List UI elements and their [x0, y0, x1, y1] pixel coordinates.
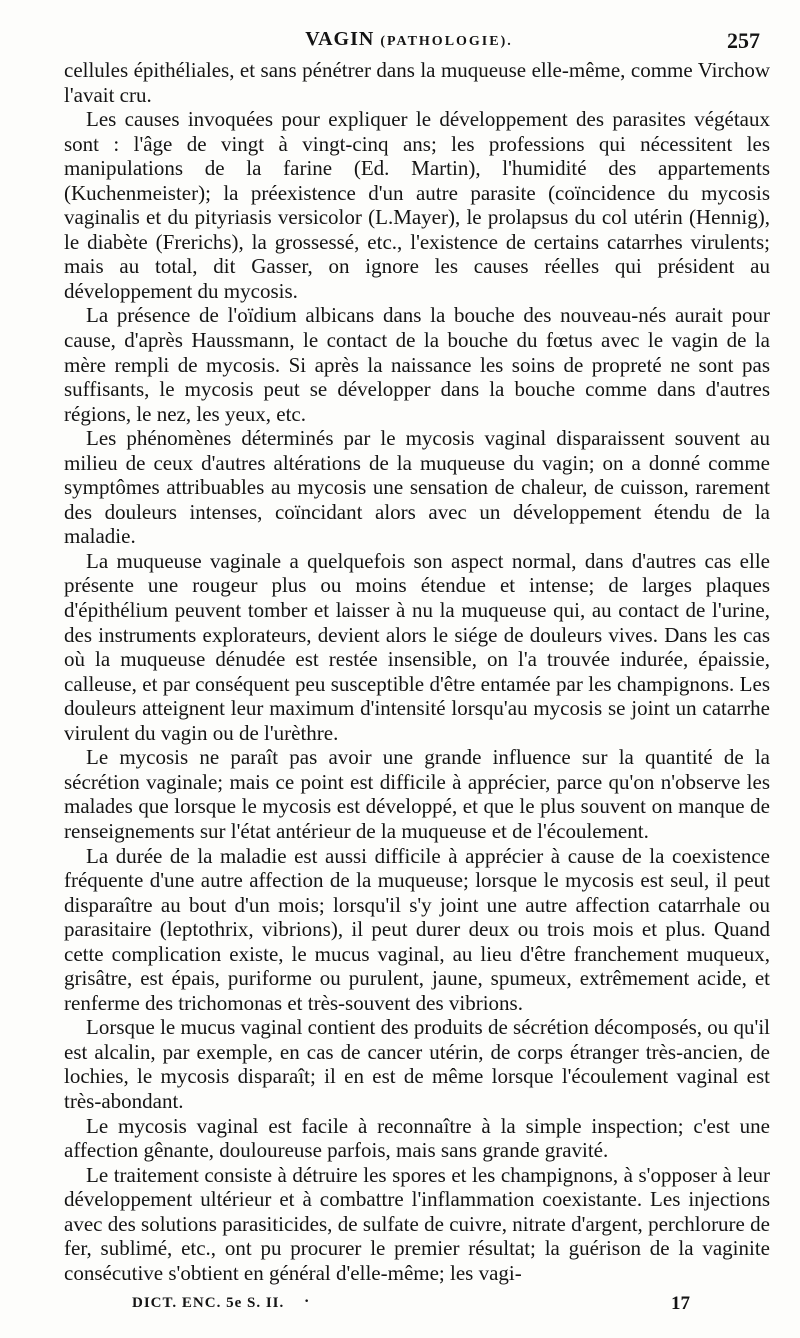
paragraph: La muqueuse vaginale a quelquefois son aspect normal, dans d'autres cas elle présente une rougeur plus ou moins étendue et intense; de larges plaques d'épithélium peuvent tomber et laisser à nu la muqueuse qui, au contact de l'urine, des instruments explorateurs, devient alors le siége de douleurs vives. Dans les cas où la muqueuse dénudée est restée insensible, on l'a trouvée indurée, épaissie, calleuse, et par conséquent peu susceptible d'être entamée par les champignons. Les douleurs atteignent leur maximum d'intensité lorsqu'au mycosis se joint un catarrhe virulent du vagin ou de l'urèthre.	[64, 548, 770, 745]
paragraph: Les causes invoquées pour expliquer le développement des parasites végétaux sont : l'âge de vingt à vingt-cinq ans; les professions qui nécessitent les manipulations de la farine (Ed. Martin), l'humidité des appartements (Kuchenmeister); la préexistence d'un autre parasite (coïncidence du mycosis vaginalis et du pityriasis versicolor (L.Mayer), le prolapsus du col utérin (Hennig), le diabète (Frerichs), la grossessé, etc., l'existence de certains catarrhes virulents; mais au total, dit Gasser, on ignore les causes réelles qui président au développement du mycosis.	[64, 107, 770, 303]
paragraph: La présence de l'oïdium albicans dans la bouche des nouveau-nés aurait pour cause, d'après Haussmann, le contact de la bouche du fœtus avec le vagin de la mère rempli de mycosis. Si après la naissance les soins de propreté ne sont pas suffisants, le mycosis peut se développer dans la bouche comme dans d'autres régions, le nez, les yeux, etc.	[64, 303, 770, 426]
paragraph: Le mycosis vaginal est facile à reconnaître à la simple inspection; c'est une affection gênante, douloureuse parfois, mais sans grande gravité.	[64, 1113, 770, 1163]
paragraph: Le traitement consiste à détruire les spores et les champignons, à s'opposer à leur développement ultérieur et à combattre l'inflammation coexistante. Les injections avec des solutions parasiticides, de sulfate de cuivre, nitrate d'argent, perchlorure de fer, sublimé, etc., ont pu procurer le premier résultat; la guérison de la vaginite consécutive s'obtient en général d'elle-même; les vagi-	[64, 1162, 770, 1285]
paragraph: cellules épithéliales, et sans pénétrer dans la muqueuse elle-même, comme Virchow l'avait cru.	[64, 58, 770, 107]
running-title-main: VAGIN	[305, 28, 375, 50]
paragraph: Les phénomènes déterminés par le mycosis vaginal disparaissent souvent au milieu de ceux d'autres altérations de la muqueuse du vagin; on a donné comme symptômes attribuables au mycosis une sensation de chaleur, de cuisson, rarement des douleurs intenses, coïncidant alors avec un développement étendu de la maladie.	[64, 426, 770, 549]
running-title	[58, 28, 760, 51]
paragraph: Le mycosis ne paraît pas avoir une grande influence sur la quantité de la sécrétion vaginale; mais ce point est difficile à apprécier, parce qu'on n'observe les malades que lorsque le mycosis est développé, et que le plus souvent on manque de renseignements sur l'état antérieur de la muqueuse et de l'écoulement.	[64, 745, 770, 843]
signature-mark: ·	[304, 1293, 310, 1310]
paragraph: La durée de la maladie est aussi difficile à apprécier à cause de la coexistence fréquente d'une autre affection de la muqueuse; lorsque le mycosis est seul, il peut disparaître au bout d'un mois; lorsqu'il s'y joint une autre affection catarrhale ou parasitaire (leptothrix, vibrions), il peut durer deux ou trois mois et plus. Quand cette complication existe, le mucus vaginal, au lieu d'être franchement muqueux, grisâtre, est épais, puriforme ou purulent, jaune, spumeux, extrêmement acide, et renferme des trichomonas et très-souvent des vibrions.	[64, 843, 770, 1015]
paragraph: Lorsque le mucus vaginal contient des produits de sécrétion décomposés, ou qu'il est alcalin, par exemple, en cas de cancer utérin, de corps étranger très-ancien, de lochies, le mycosis disparaît; il en est de même lorsque l'écoulement vaginal est très-abondant.	[64, 1015, 770, 1113]
page-number: 257	[727, 28, 760, 53]
running-title-subtitle: (PATHOLOGIE).	[380, 34, 513, 49]
body-text	[64, 58, 770, 1285]
printer-signature: DICT. ENC. 5e S. II.	[132, 1295, 285, 1311]
sheet-number: 17	[671, 1293, 690, 1314]
page-footer	[132, 1295, 690, 1321]
page-header	[58, 24, 760, 58]
